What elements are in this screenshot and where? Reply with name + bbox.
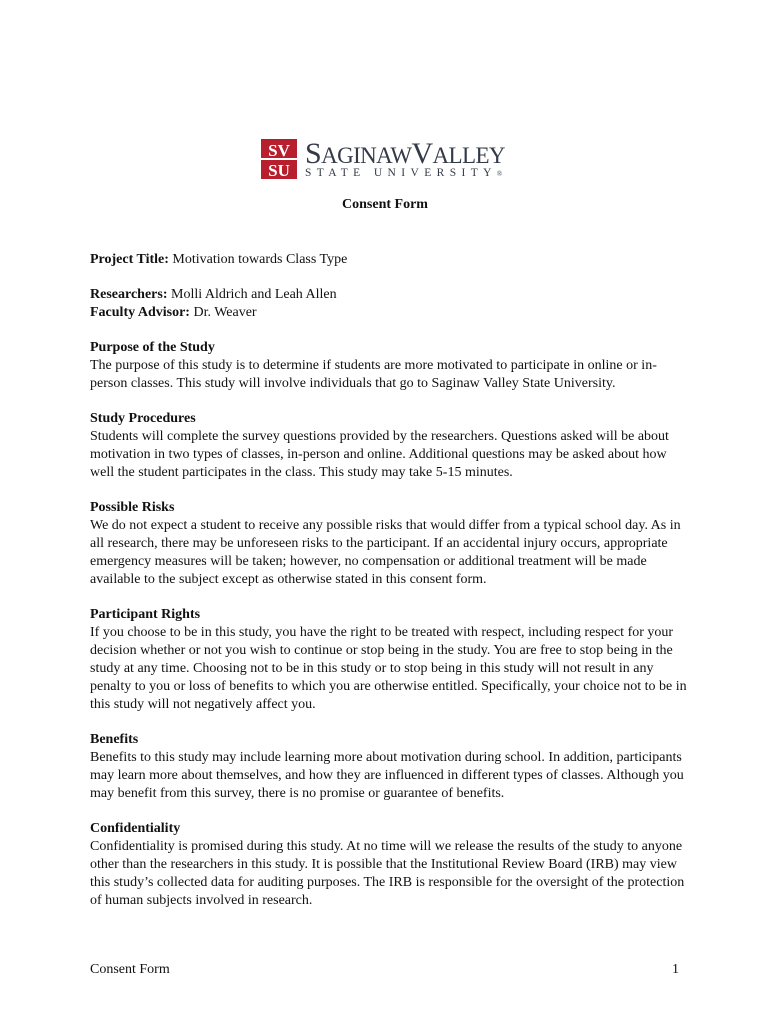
section-body-rights: If you choose to be in this study, you have the right to be treated with respect, including respect for your decision whether or not you wish to continue or stop being in the study. You are free to stop being in the study at any time. Choosing not to be in this study or to stop being in this study will not result in any penalty to you or loss of benefits to which you are otherwise entitled. Specifically, your choice not to be in this study will not negatively affect you. (90, 625, 687, 712)
section-heading-benefits: Benefits (90, 732, 139, 747)
section-heading-rights: Participant Rights (90, 607, 201, 622)
section-heading-purpose: Purpose of the Study (90, 340, 215, 355)
section-body-benefits: Benefits to this study may include learning more about motivation during school. In addition, participants may learn more about themselves, and how they are influenced in different types of classes. Although you may benefit from this survey, there is no promise or guarantee of benefits. (90, 750, 684, 801)
logo-subtitle-text: STATE UNIVERSITY (305, 167, 497, 179)
advisor-value: Dr. Weaver (189, 305, 257, 320)
svsu-monogram-icon (261, 139, 297, 179)
section-heading-risks: Possible Risks (90, 500, 175, 515)
document-body (90, 251, 690, 910)
registered-mark: ® (496, 170, 503, 178)
advisor-label: Faculty Advisor: (90, 305, 190, 320)
researchers-value: Molli Aldrich and Leah Allen (167, 287, 337, 302)
footer-label: Consent Form (90, 962, 170, 977)
section-body-risks: We do not expect a student to receive any possible risks that would differ from a typical school day. As in all research, there may be unforeseen risks to the participant. If an accidental injury occurs, appropriate emergency measures will be taken; however, no compensation or additional treatment will be made available to the subject except as otherwise stated in this consent form. (90, 518, 681, 587)
section-body-confidentiality: Confidentiality is promised during this study. At no time will we release the results of the study to anyone other than the researchers in this study. It is possible that the Institutional Review Board (IRB) may view this study’s collected data for auditing purposes. The IRB is responsible for the oversight of the protection of human subjects involved in research. (90, 839, 685, 908)
section-body-procedures: Students will complete the survey questions provided by the researchers. Questions asked will be about motivation in two types of classes, in-person and online. Additional questions may be asked about how well the student participates in the class. This study may take 5-15 minutes. (90, 429, 669, 480)
document-title: Consent Form (342, 197, 428, 212)
svsu-logo (261, 139, 513, 181)
monogram-top: SV (268, 141, 290, 160)
section-heading-procedures: Study Procedures (90, 411, 196, 426)
advisor-line (90, 304, 690, 322)
logo-name-alley: ALLEY (432, 143, 505, 168)
logo-name-aginaw: AGINAW (321, 143, 412, 168)
project-title-line (90, 251, 690, 269)
section-heading-confidentiality: Confidentiality (90, 821, 181, 836)
page-number: 1 (672, 962, 679, 977)
researchers-line (90, 286, 690, 304)
logo-subtitle (305, 167, 502, 180)
logo-name-s: S (305, 137, 322, 170)
project-title-label: Project Title: (90, 252, 169, 267)
project-title-value: Motivation towards Class Type (168, 252, 348, 267)
section-body-purpose: The purpose of this study is to determine if students are more motivated to participate in online or in-person classes. This study will involve individuals that go to Saginaw Valley State University. (90, 358, 657, 391)
researchers-label: Researchers: (90, 287, 168, 302)
logo-name-v: V (411, 137, 433, 170)
monogram-bottom: SU (268, 161, 290, 179)
